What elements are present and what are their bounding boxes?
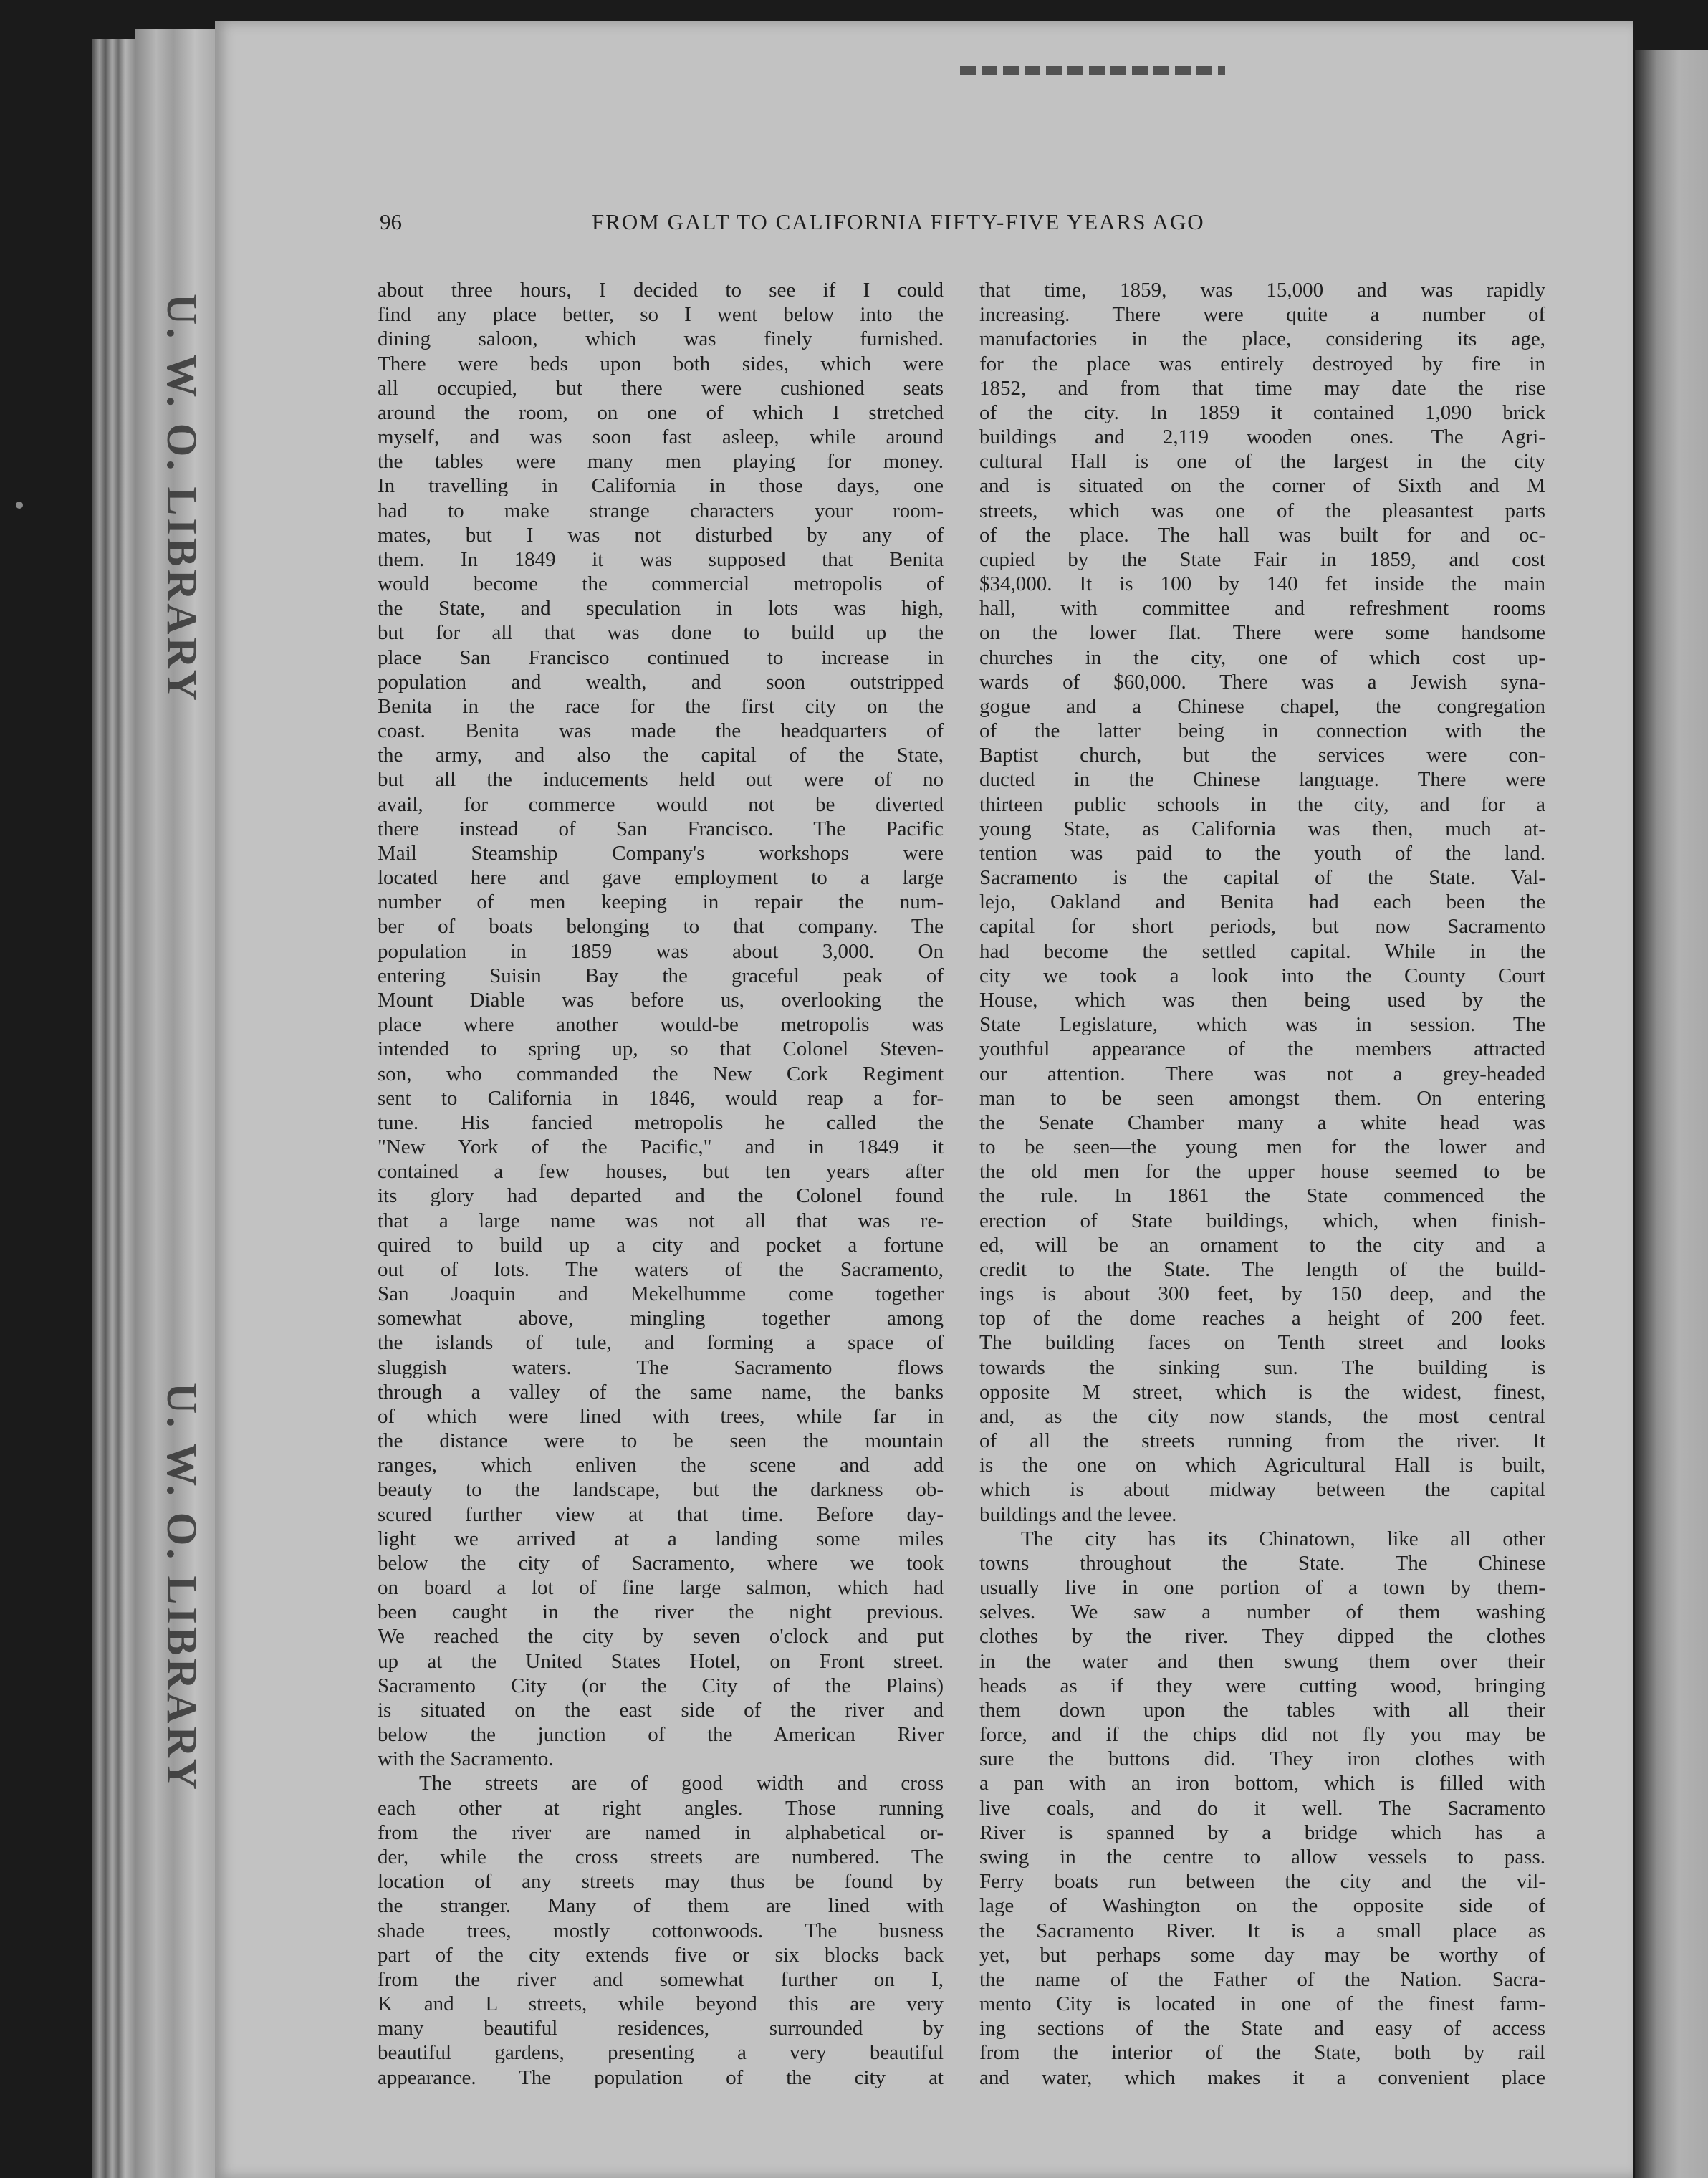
- text-line: heads as if they were cutting wood, bringing: [979, 1674, 1545, 1697]
- text-line: young State, as California was then, much at-: [979, 817, 1545, 840]
- text-line: the islands of tule, and forming a space of: [378, 1331, 944, 1355]
- text-line: from the interior of the State, both by rail: [979, 2041, 1545, 2065]
- text-line: Sacramento City (or the City of the Plains): [378, 1674, 944, 1697]
- text-line: der, while the cross streets are numbered. The: [378, 1846, 944, 1868]
- text-line: usually live in one portion of a town by them-: [979, 1576, 1545, 1600]
- text-line: below the city of Sacramento, where we took: [378, 1551, 944, 1575]
- text-line: swing in the centre to allow vessels to pass.: [979, 1846, 1545, 1868]
- running-title: FROM GALT TO CALIFORNIA FIFTY-FIVE YEARS AGO: [592, 209, 1205, 234]
- text-line: Mount Diable was before us, overlooking the: [378, 988, 944, 1012]
- text-line: ber of boats belonging to that company. The: [378, 915, 944, 939]
- text-line: Ferry boats run between the city and the vil-: [979, 1870, 1545, 1894]
- text-line: part of the city extends five or six blocks back: [378, 1943, 944, 1967]
- text-line: our attention. There was not a grey-headed: [979, 1062, 1545, 1085]
- text-line: cupied by the State Fair in 1859, and cost: [979, 547, 1545, 571]
- text-line: lejo, Oakland and Benita had each been the: [979, 891, 1545, 914]
- text-line: There were beds upon both sides, which were: [378, 352, 944, 375]
- text-line: wards of $60,000. There was a Jewish syna-: [979, 670, 1545, 694]
- text-line: cultural Hall is one of the largest in the city: [979, 450, 1545, 474]
- text-column-left: [378, 278, 944, 2090]
- text-line: that time, 1859, was 15,000 and was rapidly: [979, 279, 1545, 302]
- text-line: them. In 1849 it was supposed that Benita: [378, 547, 944, 571]
- text-line: Benita in the race for the first city on the: [378, 694, 944, 718]
- text-line: tention was paid to the youth of the land.: [979, 841, 1545, 865]
- text-line: mento City is located in one of the finest farm-: [979, 1992, 1545, 2016]
- text-line: the tables were many men playing for money.: [378, 450, 944, 474]
- text-line: intended to spring up, so that Colonel Steven-: [378, 1037, 944, 1061]
- cut-off-previous-text: [960, 66, 1225, 75]
- text-line: erection of State buildings, which, when finish-: [979, 1209, 1545, 1232]
- text-line: ings is about 300 feet, by 150 deep, and the: [979, 1282, 1545, 1306]
- text-line: entering Suisin Bay the graceful peak of: [378, 964, 944, 987]
- text-line: light we arrived at a landing some miles: [378, 1527, 944, 1550]
- text-line: hall, with committee and refreshment rooms: [979, 597, 1545, 620]
- text-line: towards the sinking sun. The building is: [979, 1356, 1545, 1379]
- text-line: K and L streets, while beyond this are very: [378, 1992, 944, 2016]
- text-line: find any place better, so I went below into the: [378, 303, 944, 327]
- library-stamp-top: U. W. O. LIBRARY: [158, 294, 206, 704]
- text-column-right: [979, 278, 1545, 2090]
- text-line: The building faces on Tenth street and looks: [979, 1331, 1545, 1355]
- text-line: a pan with an iron bottom, which is filled with: [979, 1772, 1545, 1795]
- text-line: coast. Benita was made the headquarters of: [378, 719, 944, 743]
- text-line: The streets are of good width and cross: [419, 1772, 944, 1795]
- text-line: that a large name was not all that was re-: [378, 1209, 944, 1232]
- text-line: below the junction of the American River: [378, 1723, 944, 1747]
- text-line: Sacramento is the capital of the State. Val-: [979, 866, 1545, 890]
- text-line: beauty to the landscape, but the darkness ob-: [378, 1478, 944, 1502]
- text-line: State Legislature, which was in session. The: [979, 1013, 1545, 1037]
- text-line: through a valley of the same name, the banks: [378, 1380, 944, 1404]
- text-line: would become the commercial metropolis of: [378, 572, 944, 596]
- text-line: contained a few houses, but ten years after: [378, 1160, 944, 1184]
- text-line: somewhat above, mingling together among: [378, 1307, 944, 1330]
- text-line: clothes by the river. They dipped the clothes: [979, 1625, 1545, 1649]
- text-line: top of the dome reaches a height of 200 feet.: [979, 1307, 1545, 1330]
- text-line: from the river and somewhat further on I,: [378, 1967, 944, 1991]
- text-line: The city has its Chinatown, like all other: [1021, 1527, 1545, 1550]
- text-line: from the river are named in alphabetical or-: [378, 1820, 944, 1844]
- text-line: out of lots. The waters of the Sacramento,: [378, 1257, 944, 1281]
- text-line: man to be seen amongst them. On entering: [979, 1086, 1545, 1110]
- text-line: tune. His fancied metropolis he called the: [378, 1110, 944, 1134]
- text-line: of the latter being in connection with the: [979, 719, 1545, 743]
- text-line: quired to build up a city and pocket a fortune: [378, 1233, 944, 1257]
- text-line: its glory had departed and the Colonel found: [378, 1184, 944, 1208]
- text-line: ranges, which enliven the scene and add: [378, 1454, 944, 1477]
- text-line: manufactories in the place, considering its age,: [979, 327, 1545, 351]
- text-line: credit to the State. The length of the build-: [979, 1257, 1545, 1281]
- text-line: capital for short periods, but now Sacramento: [979, 915, 1545, 939]
- text-line: ed, will be an ornament to the city and a: [979, 1233, 1545, 1257]
- text-line: buildings and the levee.: [979, 1502, 1177, 1526]
- text-line: son, who commanded the New Cork Regiment: [378, 1062, 944, 1085]
- text-line: San Joaquin and Mekelhumme come together: [378, 1282, 944, 1306]
- text-line: and, as the city now stands, the most central: [979, 1404, 1545, 1428]
- text-line: "New York of the Pacific," and in 1849 it: [378, 1136, 944, 1159]
- text-line: buildings and 2,119 wooden ones. The Agri-: [979, 426, 1545, 449]
- text-line: the distance were to be seen the mountain: [378, 1429, 944, 1453]
- text-line: River is spanned by a bridge which has a: [979, 1820, 1545, 1844]
- text-line: shade trees, mostly cottonwoods. The busness: [378, 1919, 944, 1942]
- library-stamp-bottom: U. W. O. LIBRARY: [158, 1383, 206, 1793]
- text-line: is situated on the east side of the river and: [378, 1698, 944, 1722]
- text-line: had to make strange characters your room-: [378, 499, 944, 522]
- text-line: on board a lot of fine large salmon, which had: [378, 1576, 944, 1600]
- text-line: lage of Washington on the opposite side of: [979, 1894, 1545, 1918]
- text-line: thirteen public schools in the city, and for a: [979, 792, 1545, 816]
- text-line: the rule. In 1861 the State commenced the: [979, 1184, 1545, 1208]
- book-page-stack-edge: [92, 39, 135, 2178]
- text-line: gogue and a Chinese chapel, the congregation: [979, 694, 1545, 718]
- text-line: for the place was entirely destroyed by fire in: [979, 352, 1545, 375]
- text-line: the stranger. Many of them are lined with: [378, 1894, 944, 1918]
- text-line: the Senate Chamber many a white head was: [979, 1110, 1545, 1134]
- text-line: been caught in the river the night previous.: [378, 1601, 944, 1624]
- text-line: of the city. In 1859 it contained 1,090 brick: [979, 400, 1545, 424]
- text-line: youthful appearance of the members attracted: [979, 1037, 1545, 1061]
- scan-speck: [16, 502, 23, 509]
- text-line: had become the settled capital. While in the: [979, 939, 1545, 963]
- next-page-edge: [1635, 50, 1708, 2178]
- text-line: sluggish waters. The Sacramento flows: [378, 1356, 944, 1379]
- text-line: dining saloon, which was finely furnished.: [378, 327, 944, 351]
- text-line: many beautiful residences, surrounded by: [378, 2017, 944, 2040]
- text-line: up at the United States Hotel, on Front street.: [378, 1649, 944, 1673]
- page-header: [380, 209, 1354, 238]
- text-line: each other at right angles. Those running: [378, 1796, 944, 1820]
- text-line: ing sections of the State and easy of access: [979, 2017, 1545, 2040]
- text-line: $34,000. It is 100 by 140 fet inside the main: [979, 572, 1545, 596]
- text-line: to be seen—the young men for the lower and: [979, 1136, 1545, 1159]
- text-line: the State, and speculation in lots was high,: [378, 597, 944, 620]
- text-line: live coals, and do it well. The Sacramento: [979, 1796, 1545, 1820]
- text-line: the old men for the upper house seemed to be: [979, 1160, 1545, 1184]
- text-line: population and wealth, and soon outstripped: [378, 670, 944, 694]
- text-line: which is about midway between the capital: [979, 1478, 1545, 1502]
- text-line: them down upon the tables with all their: [979, 1698, 1545, 1722]
- text-line: selves. We saw a number of them washing: [979, 1601, 1545, 1624]
- text-line: sure the buttons did. They iron clothes with: [979, 1747, 1545, 1771]
- text-line: beautiful gardens, presenting a very beautiful: [378, 2041, 944, 2065]
- text-line: scured further view at that time. Before day-: [378, 1502, 944, 1526]
- page-number: 96: [380, 209, 402, 234]
- text-line: streets, which was one of the pleasantest parts: [979, 499, 1545, 522]
- text-line: of the place. The hall was built for and oc-: [979, 523, 1545, 547]
- text-line: location of any streets may thus be found by: [378, 1870, 944, 1894]
- text-line: is the one on which Agricultural Hall is built,: [979, 1454, 1545, 1477]
- text-line: opposite M street, which is the widest, finest,: [979, 1380, 1545, 1404]
- text-line: and water, which makes it a convenient place: [979, 2066, 1545, 2089]
- text-line: Mail Steamship Company's workshops were: [378, 841, 944, 865]
- text-line: city we took a look into the County Court: [979, 964, 1545, 987]
- text-line: on the lower flat. There were some handsome: [979, 621, 1545, 645]
- text-line: in the water and then swung them over their: [979, 1649, 1545, 1673]
- text-line: about three hours, I decided to see if I could: [378, 279, 944, 302]
- text-line: place where another would-be metropolis was: [378, 1013, 944, 1037]
- text-line: with the Sacramento.: [378, 1747, 554, 1771]
- text-line: House, which was then being used by the: [979, 988, 1545, 1012]
- text-line: We reached the city by seven o'clock and put: [378, 1625, 944, 1649]
- text-line: there instead of San Francisco. The Pacific: [378, 817, 944, 840]
- text-line: yet, but perhaps some day may be worthy of: [979, 1943, 1545, 1967]
- text-line: 1852, and from that time may date the rise: [979, 376, 1545, 400]
- text-line: towns throughout the State. The Chinese: [979, 1551, 1545, 1575]
- text-line: ducted in the Chinese language. There were: [979, 768, 1545, 792]
- text-line: but all the inducements held out were of no: [378, 768, 944, 792]
- text-line: but for all that was done to build up the: [378, 621, 944, 645]
- text-line: In travelling in California in those days, one: [378, 474, 944, 498]
- text-line: the army, and also the capital of the State,: [378, 744, 944, 767]
- text-line: myself, and was soon fast asleep, while around: [378, 426, 944, 449]
- text-line: population in 1859 was about 3,000. On: [378, 939, 944, 963]
- text-line: the Sacramento River. It is a small place as: [979, 1919, 1545, 1942]
- text-line: number of men keeping in repair the num-: [378, 891, 944, 914]
- text-line: place San Francisco continued to increase in: [378, 646, 944, 669]
- text-line: of which were lined with trees, while far in: [378, 1404, 944, 1428]
- text-line: of all the streets running from the river. It: [979, 1429, 1545, 1453]
- text-line: located here and gave employment to a large: [378, 866, 944, 890]
- text-line: all occupied, but there were cushioned seats: [378, 376, 944, 400]
- text-line: appearance. The population of the city at: [378, 2066, 944, 2089]
- text-line: around the room, on one of which I stretched: [378, 400, 944, 424]
- text-line: avail, for commerce would not be diverted: [378, 792, 944, 816]
- text-line: the name of the Father of the Nation. Sacra-: [979, 1967, 1545, 1991]
- text-line: force, and if the chips did not fly you may be: [979, 1723, 1545, 1747]
- text-line: mates, but I was not disturbed by any of: [378, 523, 944, 547]
- text-line: increasing. There were quite a number of: [979, 303, 1545, 327]
- text-line: and is situated on the corner of Sixth and M: [979, 474, 1545, 498]
- text-line: Baptist church, but the services were con-: [979, 744, 1545, 767]
- text-line: sent to California in 1846, would reap a for-: [378, 1086, 944, 1110]
- text-line: churches in the city, one of which cost up-: [979, 646, 1545, 669]
